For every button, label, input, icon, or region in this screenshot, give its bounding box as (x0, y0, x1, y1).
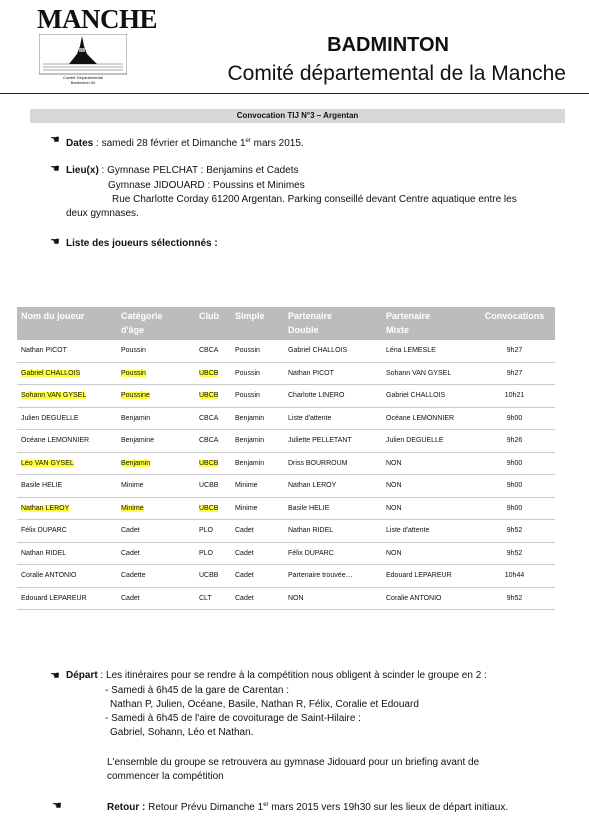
table-row (17, 520, 555, 543)
player-name-cell: Gabriel CHALLOIS (17, 362, 117, 385)
column-header: Club (195, 307, 231, 340)
dates-line: Dates : samedi 28 février et Dimanche 1er mars 2015. (66, 138, 304, 149)
double-partner-cell: Nathan RIDEL (284, 520, 382, 543)
club-cell: PLO (195, 542, 231, 565)
convocation-time-cell: 9h00 (474, 452, 555, 475)
mixed-partner-cell: NON (382, 497, 474, 520)
table-row (17, 565, 555, 588)
age-category-cell: Cadet (117, 542, 195, 565)
player-name-cell: Léo VAN GYSEL (17, 452, 117, 475)
mixed-partner-cell: Liste d'attente (382, 520, 474, 543)
simple-category-cell: Cadet (231, 542, 284, 565)
simple-category-cell: Poussin (231, 362, 284, 385)
convocation-time-cell: 9h52 (474, 542, 555, 565)
convocation-time-cell: 9h27 (474, 362, 555, 385)
player-name-cell: Nathan LEROY (17, 497, 117, 520)
depart-intro: Départ : Les itinéraires pour se rendre à la compétition nous obligent à scinder le groupe en 2 : (66, 670, 487, 681)
pointing-hand-icon: ☚ (50, 236, 60, 248)
mixed-partner-cell: Gabriel CHALLOIS (382, 385, 474, 408)
table-row (17, 340, 555, 362)
convocation-time-cell: 9h27 (474, 340, 555, 362)
table-row (17, 542, 555, 565)
mixed-partner-cell: Sohann VAN GYSEL (382, 362, 474, 385)
convocation-banner: Convocation TIJ N°3 – Argentan (30, 109, 565, 123)
player-name-cell: Sohann VAN GYSEL (17, 385, 117, 408)
convocation-time-cell: 9h00 (474, 497, 555, 520)
pointing-hand-icon: ☚ (52, 800, 62, 812)
club-cell: CBCA (195, 407, 231, 430)
age-category-cell: Minime (117, 497, 195, 520)
column-header: Nom du joueur (17, 307, 117, 340)
table-row (17, 430, 555, 453)
player-name-cell: Edouard LEPAREUR (17, 587, 117, 610)
column-header: Catégorie d'âge (117, 307, 195, 340)
simple-category-cell: Cadet (231, 587, 284, 610)
convocation-time-cell: 10h44 (474, 565, 555, 588)
column-header: Partenaire Mixte (382, 307, 474, 340)
player-name-cell: Coralie ANTONIO (17, 565, 117, 588)
double-partner-cell: Partenaire trouvée… (284, 565, 382, 588)
double-partner-cell: Charlotte LINERO (284, 385, 382, 408)
club-cell: UBCB (195, 497, 231, 520)
logo-word: MANCHE (37, 4, 157, 34)
simple-category-cell: Minime (231, 475, 284, 498)
table-row (17, 497, 555, 520)
convocation-time-cell: 9h52 (474, 587, 555, 610)
player-name-cell: Basile HELIE (17, 475, 117, 498)
age-category-cell: Poussin (117, 362, 195, 385)
simple-category-cell: Benjamin (231, 430, 284, 453)
age-category-cell: Cadet (117, 520, 195, 543)
retour-line: Retour : Retour Prévu Dimanche 1er mars 2015 vers 19h30 sur les lieux de départ initiaux. (107, 802, 509, 813)
lieu-line3: Rue Charlotte Corday 61200 Argentan. Parking conseillé devant Centre aquatique entre les (112, 194, 517, 205)
depart-note1: L'ensemble du groupe se retrouvera au gymnase Jidouard pour un briefing avant de (107, 757, 480, 768)
simple-category-cell: Benjamin (231, 452, 284, 475)
convocation-time-cell: 9h00 (474, 475, 555, 498)
pointing-hand-icon: ☚ (50, 134, 60, 146)
double-partner-cell: Nathan LEROY (284, 475, 382, 498)
double-partner-cell: Juliette PELLETANT (284, 430, 382, 453)
club-cell: CBCA (195, 430, 231, 453)
convocation-time-cell: 10h21 (474, 385, 555, 408)
club-cell: CBCA (195, 340, 231, 362)
table-row (17, 587, 555, 610)
column-header: Convocations (474, 307, 555, 340)
player-name-cell: Nathan RIDEL (17, 542, 117, 565)
lieu-line1: Lieu(x) : Gymnase PELCHAT : Benjamins et Cadets (66, 165, 299, 176)
mixed-partner-cell: Coralie ANTONIO (382, 587, 474, 610)
player-name-cell: Julien DEGUELLE (17, 407, 117, 430)
page-title: BADMINTON (327, 34, 449, 56)
double-partner-cell: Liste d'attente (284, 407, 382, 430)
club-cell: UCBB (195, 475, 231, 498)
age-category-cell: Poussine (117, 385, 195, 408)
simple-category-cell: Minime (231, 497, 284, 520)
age-category-cell: Poussin (117, 340, 195, 362)
column-header: Simple (231, 307, 284, 340)
age-category-cell: Cadet (117, 587, 195, 610)
simple-category-cell: Cadet (231, 565, 284, 588)
mixed-partner-cell: NON (382, 475, 474, 498)
depart-item1: - Samedi à 6h45 de la gare de Carentan : (105, 685, 290, 696)
double-partner-cell: NON (284, 587, 382, 610)
logo-caption: Comité Départemental Badminton 50 (62, 75, 104, 85)
simple-category-cell: Benjamin (231, 407, 284, 430)
player-name-cell: Félix DUPARC (17, 520, 117, 543)
simple-category-cell: Poussin (231, 340, 284, 362)
lieu-line2: Gymnase JIDOUARD : Poussins et Minimes (108, 180, 305, 191)
age-category-cell: Benjamin (117, 407, 195, 430)
players-table (17, 307, 555, 610)
depart-note2: commencer la compétition (107, 771, 224, 782)
table-row (17, 362, 555, 385)
club-cell: UBCB (195, 452, 231, 475)
column-header: Partenaire Double (284, 307, 382, 340)
lieu-line4: deux gymnases. (66, 208, 139, 219)
age-category-cell: Benjamine (117, 430, 195, 453)
player-name-cell: Nathan PICOT (17, 340, 117, 362)
manche-logo (37, 4, 157, 86)
depart-item2-names: Gabriel, Sohann, Léo et Nathan. (110, 727, 254, 738)
convocation-time-cell: 9h00 (474, 407, 555, 430)
page-subtitle: Comité départemental de la Manche (227, 62, 566, 85)
mont-saint-michel-icon (39, 34, 127, 76)
mixed-partner-cell: Océane LEMONNIER (382, 407, 474, 430)
club-cell: CLT (195, 587, 231, 610)
convocation-time-cell: 9h52 (474, 520, 555, 543)
depart-item1-names: Nathan P, Julien, Océane, Basile, Nathan R, Félix, Coralie et Edouard (110, 699, 419, 710)
header-divider (0, 93, 589, 94)
double-partner-cell: Gabriel CHALLOIS (284, 340, 382, 362)
double-partner-cell: Félix DUPARC (284, 542, 382, 565)
club-cell: UCBB (195, 565, 231, 588)
table-row (17, 385, 555, 408)
simple-category-cell: Poussin (231, 385, 284, 408)
mixed-partner-cell: NON (382, 542, 474, 565)
age-category-cell: Benjamin (117, 452, 195, 475)
table-row (17, 407, 555, 430)
club-cell: UBCB (195, 385, 231, 408)
simple-category-cell: Cadet (231, 520, 284, 543)
pointing-hand-icon: ☚ (50, 163, 60, 175)
table-row (17, 475, 555, 498)
table-row (17, 452, 555, 475)
double-partner-cell: Basile HELIE (284, 497, 382, 520)
double-partner-cell: Nathan PICOT (284, 362, 382, 385)
convocation-time-cell: 9h26 (474, 430, 555, 453)
liste-label: Liste des joueurs sélectionnés : (66, 238, 218, 249)
pointing-hand-icon: ☚ (50, 670, 60, 682)
age-category-cell: Cadette (117, 565, 195, 588)
mixed-partner-cell: Edouard LEPAREUR (382, 565, 474, 588)
double-partner-cell: Driss BOURROUM (284, 452, 382, 475)
age-category-cell: Minime (117, 475, 195, 498)
mixed-partner-cell: NON (382, 452, 474, 475)
player-name-cell: Océane LEMONNIER (17, 430, 117, 453)
depart-item2: - Samedi à 6h45 de l'aire de covoiturage de Saint-Hilaire : (105, 713, 361, 724)
table-header-row (17, 307, 555, 340)
mixed-partner-cell: Léna LEMESLE (382, 340, 474, 362)
mixed-partner-cell: Julien DEGUELLE (382, 430, 474, 453)
club-cell: PLO (195, 520, 231, 543)
club-cell: UBCB (195, 362, 231, 385)
